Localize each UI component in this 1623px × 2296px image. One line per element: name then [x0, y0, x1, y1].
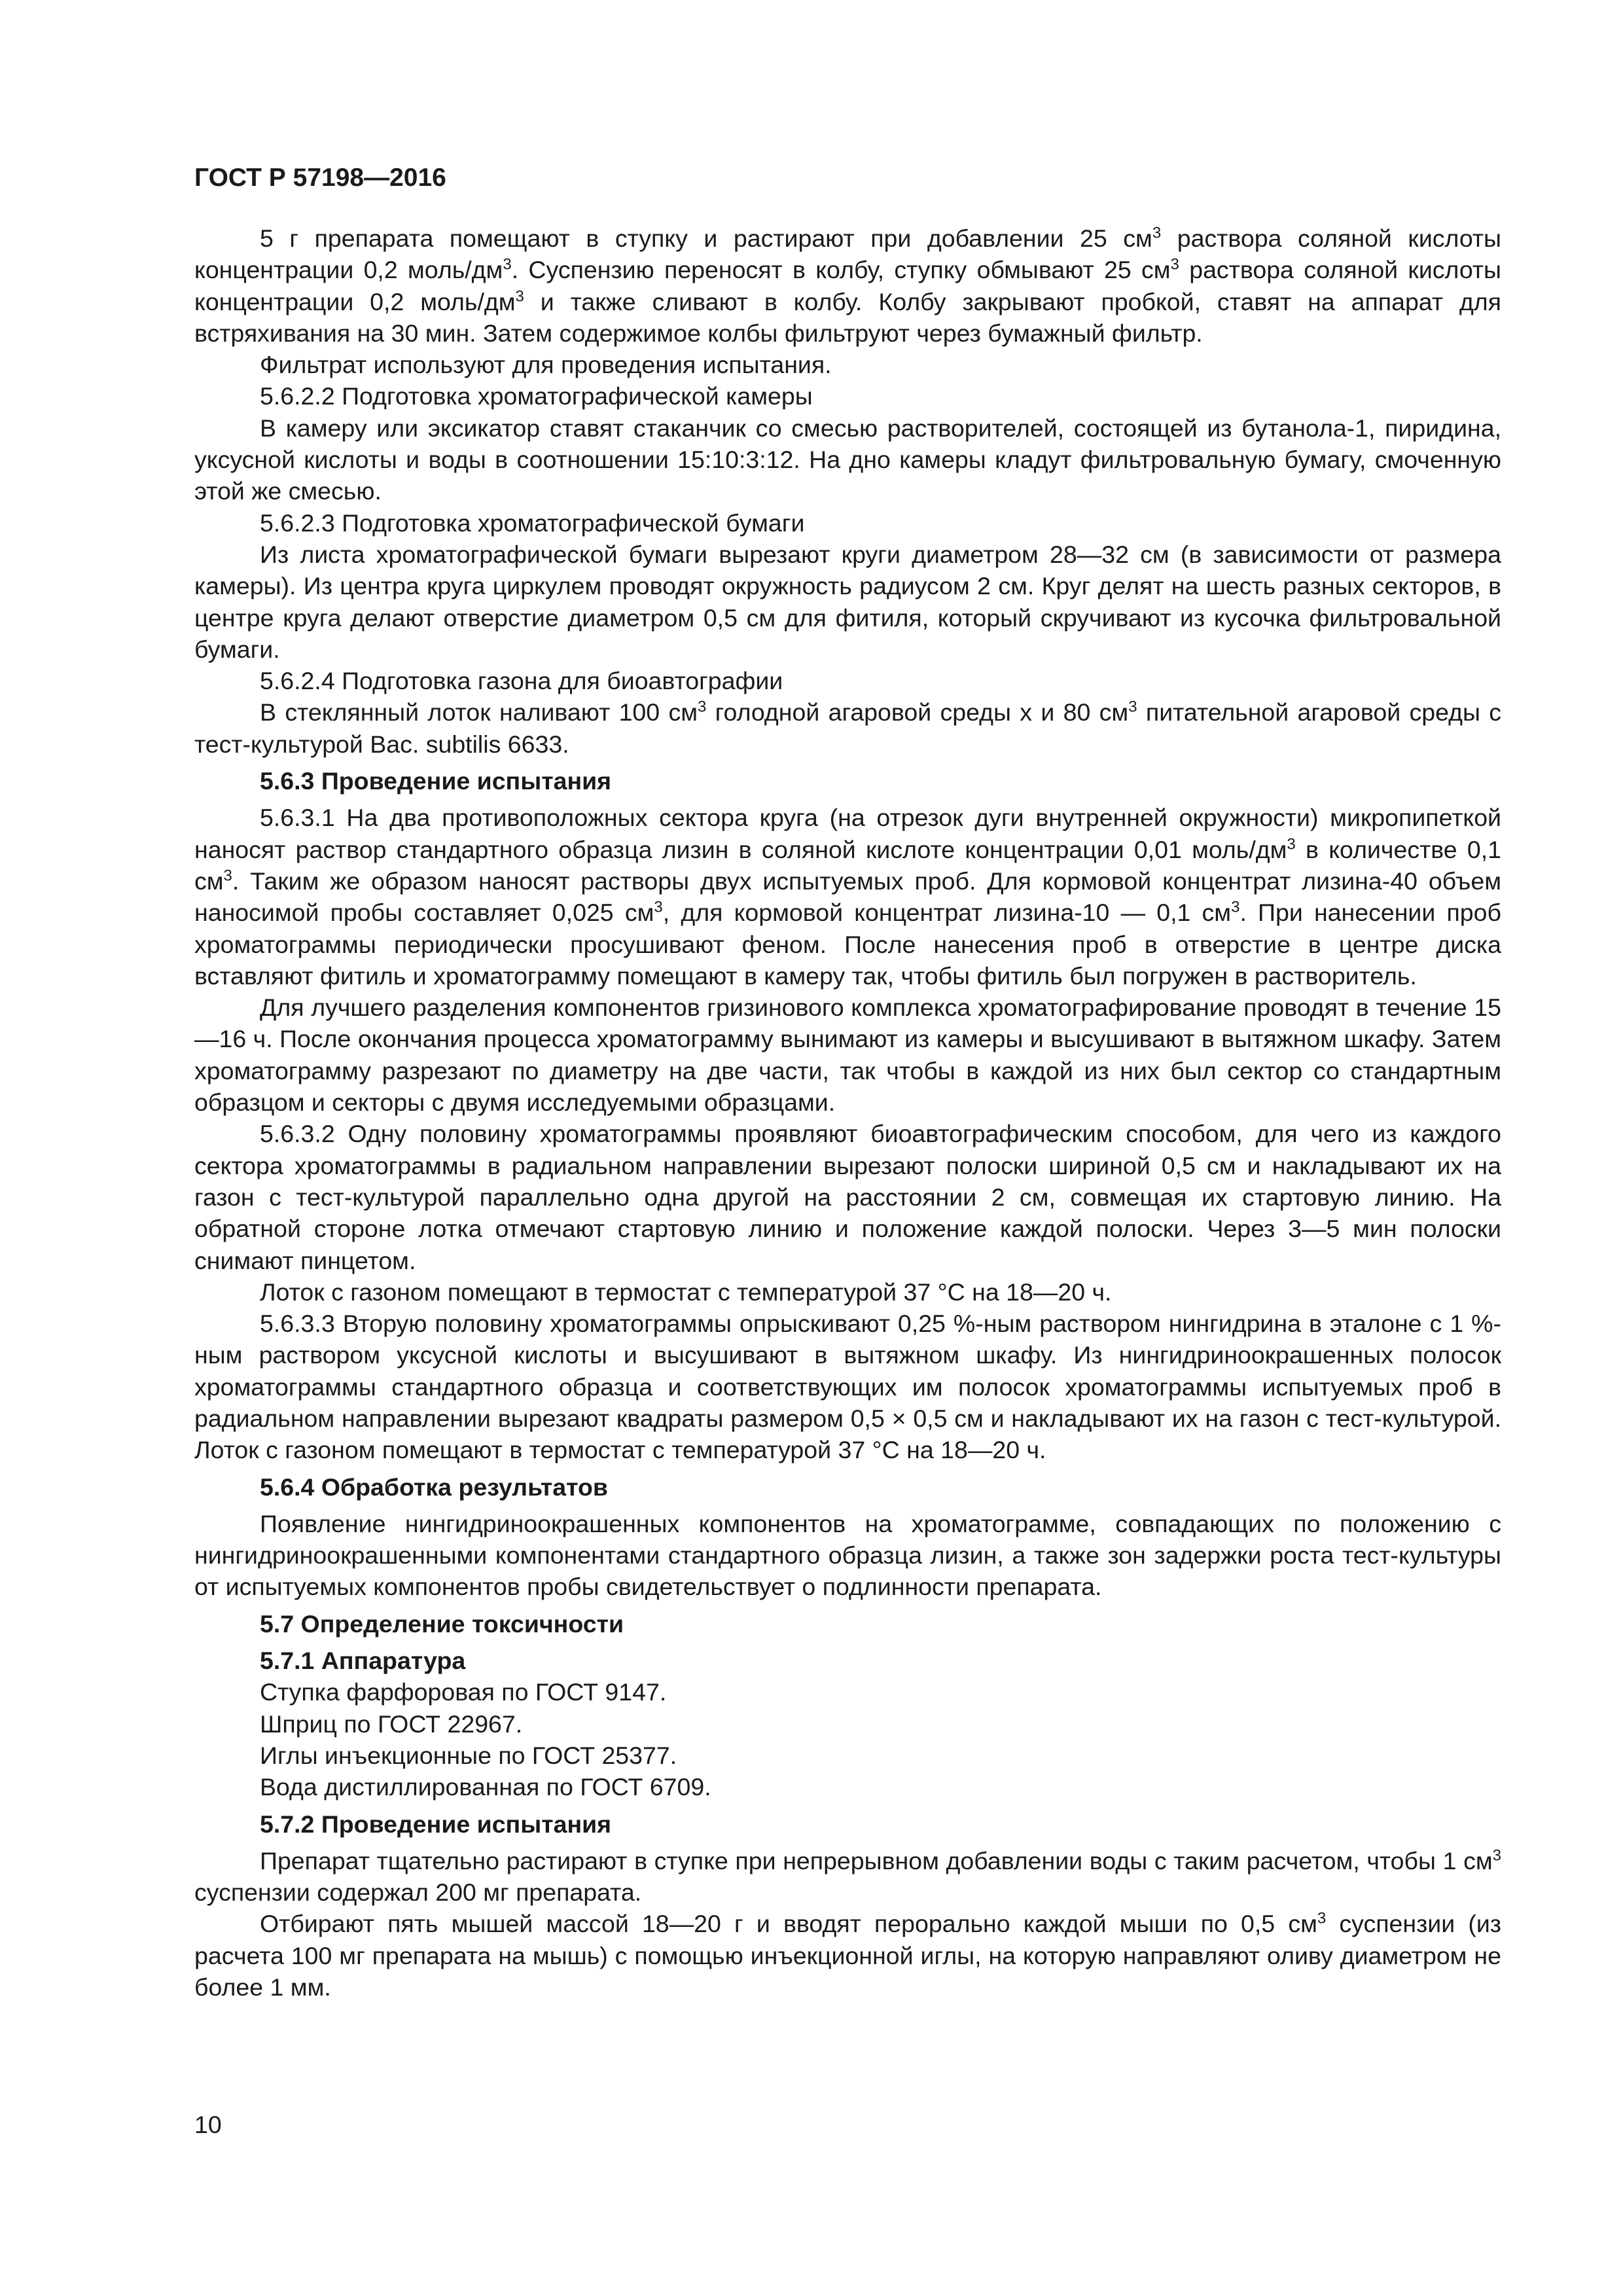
- text-run: питательной агаровой среды с тест-культурой Bac. subtilis 6633.: [194, 698, 1501, 758]
- superscript: 3: [1128, 698, 1137, 716]
- superscript: 3: [515, 287, 524, 306]
- text-run: Появление нингидриноокрашенных компонентов на хроматограмме, совпадающих по положению с нингидриноокрашенными компонентами стандартного образца лизин, а также зон задержки роста тест-культуры от испытуемых компонентов пробы свидетельствует о подлинности препарата.: [194, 1509, 1501, 1601]
- body-paragraph: [194, 349, 1501, 380]
- text-run: 5.6.3.2 Одну половину хроматограммы проявляют биоавтографическим способом, для чего из каждого сектора хроматограммы в радиальном направлении вырезают полоски шириной 0,5 см и накладывают их на газон с тест-культурой параллельно одна другой на расстоянии 2 см, совмещая их стартовую линию. На обратной стороне лотка отмечают стартовую линию и положение каждой полоски. Через 3—5 мин полоски снимают пинцетом.: [194, 1120, 1501, 1274]
- superscript: 3: [698, 698, 707, 716]
- text-run: и также сливают в колбу. Колбу закрывают пробкой, ставят на аппарат для встряхивания на 30 мин. Затем содержимое колбы фильтруют через бумажный фильтр.: [194, 287, 1501, 347]
- text-run: 5.6.2.3 Подготовка хроматографической бумаги: [260, 509, 805, 537]
- text-run: . При нанесении проб хроматограммы периодически просушивают феном. После нанесения проб в отверстие в центре диска вставляют фитиль и хроматограмму помещают в камеру так, чтобы фитиль был погружен в растворитель.: [194, 899, 1501, 990]
- text-run: Препарат тщательно растирают в ступке при непрерывном добавлении воды с таким расчетом, чтобы 1 см: [260, 1846, 1493, 1874]
- superscript: 3: [503, 255, 512, 274]
- superscript: 3: [1231, 898, 1240, 916]
- body-paragraph: [194, 1845, 1501, 1909]
- body-paragraph: [194, 1508, 1501, 1603]
- body-paragraph: [194, 1276, 1501, 1308]
- standard-header: ГОСТ Р 57198—2016: [194, 164, 446, 192]
- body-paragraph: [194, 507, 1501, 539]
- section-heading: [194, 1608, 1501, 1640]
- section-heading: [194, 1471, 1501, 1503]
- equipment-item: [194, 1676, 1501, 1708]
- superscript: 3: [1287, 835, 1296, 853]
- text-run: . Таким же образом наносят растворы двух испытуемых проб. Для кормовой концентрат лизина-40 объем наносимой пробы составляет 0,025 см: [194, 867, 1501, 927]
- body-paragraph: [194, 1908, 1501, 2003]
- body-paragraph: [194, 1118, 1501, 1276]
- document-body: [194, 223, 1501, 2003]
- text-run: 5.6.3.1 На два противоположных сектора круга (на отрезок дуги внутренней окружности) микропипеткой наносят раствор стандартного образца лизин в соляной кислоте концентрации 0,01 моль/дм: [194, 804, 1501, 863]
- superscript: 3: [223, 867, 232, 885]
- text-run: Лоток с газоном помещают в термостат с температурой 37 °С на 18—20 ч.: [260, 1278, 1112, 1306]
- text-run: суспензии (из расчета 100 мг препарата на мышь) с помощью инъекционной иглы, на которую направляют оливу диаметром не более 1 мм.: [194, 1910, 1501, 2001]
- body-paragraph: [194, 992, 1501, 1118]
- equipment-item: [194, 1771, 1501, 1803]
- text-run: Отбирают пять мышей массой 18—20 г и вводят перорально каждой мыши по 0,5 см: [260, 1910, 1317, 1938]
- text-run: 5 г препарата помещают в ступку и растирают при добавлении 25 см: [260, 224, 1152, 252]
- body-paragraph: [194, 1308, 1501, 1465]
- body-paragraph: [194, 223, 1501, 349]
- text-run: В стеклянный лоток наливают 100 см: [260, 698, 698, 726]
- superscript: 3: [654, 898, 663, 916]
- text-run: 5.7.1 Аппаратура: [260, 1647, 466, 1675]
- text-run: Вода дистиллированная по ГОСТ 6709.: [260, 1773, 711, 1801]
- text-run: раствора соляной кислоты концентрации 0,2 моль/дм: [194, 224, 1501, 284]
- equipment-item: [194, 1740, 1501, 1771]
- text-run: , для кормовой концентрат лизина-10 — 0,1 см: [662, 899, 1232, 927]
- body-paragraph: [194, 696, 1501, 760]
- text-run: 5.6.3 Проведение испытания: [260, 767, 612, 795]
- text-run: 5.6.2.4 Подготовка газона для биоавтографии: [260, 667, 783, 695]
- text-run: голодной агаровой среды х и 80 см: [706, 698, 1129, 726]
- superscript: 3: [1152, 224, 1162, 242]
- text-run: Иглы инъекционные по ГОСТ 25377.: [260, 1741, 677, 1769]
- body-paragraph: [194, 380, 1501, 412]
- text-run: Ступка фарфоровая по ГОСТ 9147.: [260, 1678, 667, 1706]
- text-run: в количестве 0,1 см: [194, 835, 1501, 895]
- page-number: 10: [194, 2111, 222, 2138]
- text-run: 5.7 Определение токсичности: [260, 1609, 624, 1638]
- text-run: Шприц по ГОСТ 22967.: [260, 1710, 523, 1738]
- body-paragraph: [194, 539, 1501, 665]
- text-run: раствора соляной кислоты концентрации 0,2 моль/дм: [194, 256, 1501, 315]
- equipment-item: [194, 1708, 1501, 1740]
- text-run: . Суспензию переносят в колбу, ступку обмывают 25 см: [511, 256, 1171, 284]
- text-run: 5.6.4 Обработка результатов: [260, 1473, 608, 1501]
- text-run: Фильтрат используют для проведения испытания.: [260, 351, 832, 379]
- text-run: Для лучшего разделения компонентов гризинового комплекса хроматографирование проводят в течение 15—16 ч. После окончания процесса хроматограмму вынимают из камеры и высушивают в вытяжном шкафу. Затем хроматограмму разрезают по диаметру на две части, так чтобы в каждой из них был сектор со стандартным образцом и секторы с двумя исследуемыми образцами.: [194, 994, 1501, 1117]
- section-heading: [194, 1808, 1501, 1840]
- section-heading: [194, 1645, 1501, 1676]
- body-paragraph: [194, 412, 1501, 507]
- text-run: 5.7.2 Проведение испытания: [260, 1810, 612, 1838]
- text-run: 5.6.2.2 Подготовка хроматографической камеры: [260, 382, 813, 410]
- superscript: 3: [1317, 1909, 1327, 1928]
- document-page: [194, 162, 1501, 2003]
- body-paragraph: [194, 665, 1501, 696]
- body-paragraph: [194, 802, 1501, 992]
- superscript: 3: [1170, 255, 1179, 274]
- text-run: Из листа хроматографической бумаги вырезают круги диаметром 28—32 см (в зависимости от размера камеры). Из центра круга циркулем проводят окружность радиусом 2 см. Круг делят на шесть разных секторов, в центре круга делают отверстие диаметром 0,5 см для фитиля, который скручивают из кусочка фильтровальной бумаги.: [194, 540, 1501, 663]
- superscript: 3: [1492, 1846, 1501, 1865]
- text-run: суспензии содержал 200 мг препарата.: [194, 1878, 642, 1907]
- text-run: 5.6.3.3 Вторую половину хроматограммы опрыскивают 0,25 %-ным раствором нингидрина в эталоне с 1 %-ным раствором уксусной кислоты и высушивают в вытяжном шкафу. Из нингидриноокрашенных полосок хроматограммы стандартного образца и соответствующих им полосок хроматограммы испытуемых проб в радиальном направлении вырезают квадраты размером 0,5 × 0,5 см и накладывают их на газон с тест-культурой. Лоток с газоном помещают в термостат с температурой 37 °С на 18—20 ч.: [194, 1310, 1501, 1464]
- text-run: В камеру или эксикатор ставят стаканчик со смесью растворителей, состоящей из бутанола-1, пиридина, уксусной кислоты и воды в соотношении 15:10:3:12. На дно камеры кладут фильтровальную бумагу, смоченную этой же смесью.: [194, 414, 1501, 505]
- section-heading: [194, 765, 1501, 797]
